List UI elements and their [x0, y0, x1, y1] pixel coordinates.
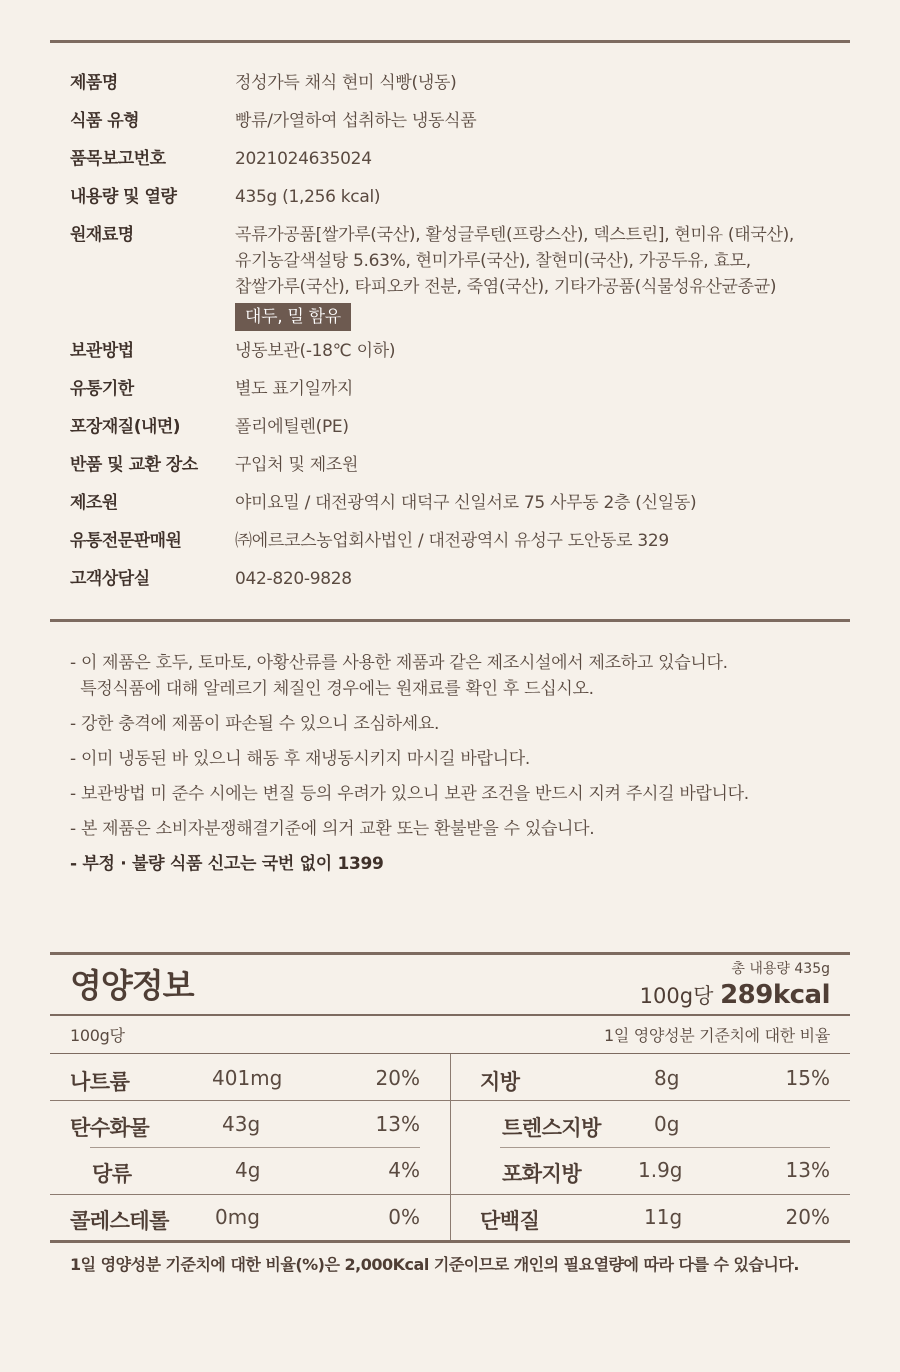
nutrient-amount: 8g	[654, 1066, 680, 1090]
daily-value-label: 1일 영양성분 기준치에 대한 비율	[603, 1026, 830, 1045]
nutrition-column-divider	[450, 1054, 451, 1241]
info-label: 고객상담실	[70, 569, 150, 589]
note-item: - 이미 냉동된 바 있으니 해동 후 재냉동시키지 마시길 바랍니다.	[70, 749, 530, 769]
nutrient-percent: 4%	[388, 1158, 420, 1182]
info-value: 435g (1,256 kcal)	[235, 187, 381, 207]
note-item: - 보관방법 미 준수 시에는 변질 등의 우려가 있으니 보관 조건을 반드시 지켜 주시길 바랍니다.	[70, 784, 749, 804]
nutrient-name: 당류	[92, 1162, 132, 1186]
ingredients-line: 찹쌀가루(국산), 타피오카 전분, 죽염(국산), 기타가공품(식물성유산균종균)	[235, 277, 777, 297]
info-value: 구입처 및 제조원	[235, 455, 359, 475]
note-item: - 강한 충격에 제품이 파손될 수 있으니 조심하세요.	[70, 714, 440, 734]
info-label: 원재료명	[70, 225, 134, 245]
nutrient-percent: 15%	[785, 1066, 830, 1090]
nutrient-name: 지방	[480, 1070, 520, 1094]
note-item: - 본 제품은 소비자분쟁해결기준에 의거 교환 또는 환불받을 수 있습니다.	[70, 819, 595, 839]
info-label: 보관방법	[70, 341, 134, 361]
note-item: - 이 제품은 호두, 토마토, 아황산류를 사용한 제품과 같은 제조시설에서 제조하고 있습니다.	[70, 653, 728, 673]
nutrition-title: 영양정보	[70, 966, 194, 1005]
nutrient-amount: 0g	[654, 1112, 680, 1136]
row-divider	[450, 1100, 850, 1101]
nutrition-bottom-divider	[50, 1240, 850, 1243]
info-value: 정성가득 채식 현미 식빵(냉동)	[235, 73, 457, 93]
nutrient-name: 단백질	[480, 1209, 540, 1233]
nutrient-row-carbohydrate	[70, 1102, 420, 1148]
nutrient-name: 탄수화물	[70, 1116, 150, 1140]
nutrition-total-content: 총 내용량 435g	[731, 961, 830, 977]
nutrient-percent: 13%	[375, 1112, 420, 1136]
nutrition-per-serving	[640, 980, 830, 1010]
nutrient-percent: 20%	[785, 1205, 830, 1229]
info-bottom-divider	[50, 619, 850, 622]
info-label: 제품명	[70, 73, 118, 93]
info-label: 제조원	[70, 493, 118, 513]
info-label: 유통기한	[70, 379, 134, 399]
info-value: 냉동보관(-18℃ 이하)	[235, 341, 396, 361]
nutrient-row-sugars	[70, 1148, 420, 1194]
nutrient-amount: 43g	[222, 1112, 261, 1136]
info-value: 2021024635024	[235, 149, 372, 169]
report-hotline-note: - 부정 · 불량 식품 신고는 국번 없이 1399	[70, 854, 384, 874]
nutrient-row-saturated-fat	[480, 1148, 830, 1194]
ingredients-value	[235, 222, 794, 331]
nutrient-amount: 1.9g	[638, 1158, 683, 1182]
nutrient-amount: 11g	[644, 1205, 683, 1229]
info-value: ㈜에르코스농업회사법인 / 대전광역시 유성구 도안동로 329	[235, 531, 669, 551]
info-value: 별도 표기일까지	[235, 379, 353, 399]
nutrient-amount: 4g	[235, 1158, 261, 1182]
info-label: 포장재질(내면)	[70, 417, 181, 437]
info-value: 빵류/가열하여 섭취하는 냉동식품	[235, 111, 477, 131]
nutrient-row-cholesterol	[70, 1195, 420, 1241]
note-item: 특정식품에 대해 알레르기 체질인 경우에는 원재료를 확인 후 드십시오.	[70, 679, 594, 699]
nutrient-amount: 401mg	[212, 1066, 283, 1090]
top-divider	[50, 40, 850, 43]
nutrient-name: 포화지방	[502, 1162, 582, 1186]
nutrient-percent: 20%	[375, 1066, 420, 1090]
ingredients-line: 유기농갈색설탕 5.63%, 현미가루(국산), 찰현미(국산), 가공두유, 효모,	[235, 251, 751, 271]
nutrition-top-divider	[50, 952, 850, 955]
per-100g-label: 100g당	[70, 1026, 125, 1045]
info-label: 식품 유형	[70, 111, 140, 131]
row-divider	[50, 1100, 450, 1101]
info-value: 폴리에틸렌(PE)	[235, 417, 349, 437]
nutrient-row-sodium	[70, 1056, 420, 1102]
nutrient-name: 나트륨	[70, 1070, 130, 1094]
info-value: 야미요밀 / 대전광역시 대덕구 신일서로 75 사무동 2층 (신일동)	[235, 493, 697, 513]
per-prefix: 100g당	[639, 984, 714, 1008]
nutrition-header-divider	[50, 1014, 850, 1016]
nutrient-percent: 0%	[388, 1205, 420, 1229]
info-value: 042-820-9828	[235, 569, 352, 589]
nutrient-name: 트렌스지방	[502, 1116, 601, 1140]
ingredients-line: 곡류가공품[쌀가루(국산), 활성글루텐(프랑스산), 덱스트린], 현미유 (태국산),	[235, 225, 795, 245]
info-label: 유통전문판매원	[70, 531, 182, 551]
nutrition-footnote: 1일 영양성분 기준치에 대한 비율(%)은 2,000Kcal 기준이므로 개인의 필요열량에 따라 다를 수 있습니다.	[70, 1255, 799, 1274]
nutrient-name: 콜레스테롤	[70, 1209, 169, 1233]
nutrient-row-fat	[480, 1056, 830, 1102]
info-label: 품목보고번호	[70, 149, 166, 169]
nutrient-row-protein	[480, 1195, 830, 1241]
info-label: 반품 및 교환 장소	[70, 455, 198, 475]
kcal-value: 289kcal	[720, 980, 830, 1010]
info-label: 내용량 및 열량	[70, 187, 177, 207]
nutrient-percent: 13%	[785, 1158, 830, 1182]
nutrient-amount: 0mg	[215, 1205, 260, 1229]
allergen-badge: 대두, 밀 함유	[235, 303, 351, 331]
nutrient-row-trans-fat	[480, 1102, 830, 1148]
